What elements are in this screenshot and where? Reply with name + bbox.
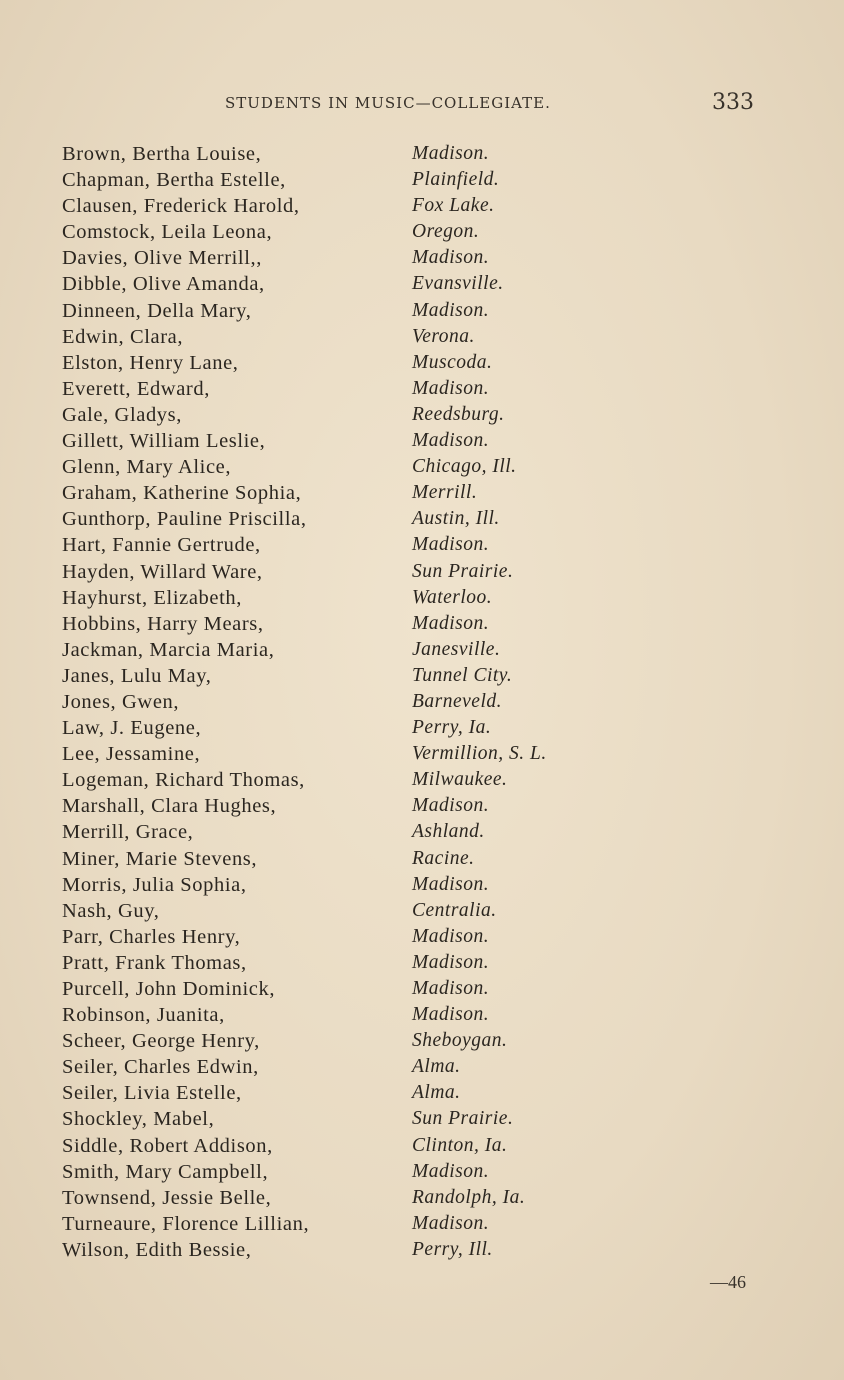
student-hometown: Barneveld. xyxy=(412,690,503,712)
student-name: Everett, Edward, xyxy=(62,377,210,400)
student-hometown: Alma. xyxy=(412,1056,461,1078)
student-name: Seiler, Livia Estelle, xyxy=(62,1082,242,1105)
student-hometown: Madison. xyxy=(412,612,490,634)
roster-row xyxy=(0,221,844,247)
student-name: Dibble, Olive Amanda, xyxy=(62,273,265,296)
roster-row xyxy=(0,926,844,952)
student-hometown: Janesville. xyxy=(412,638,501,660)
student-hometown: Madison. xyxy=(412,795,490,817)
student-hometown: Waterloo. xyxy=(412,586,493,608)
signature-mark: —46 xyxy=(710,1272,746,1292)
student-name: Gale, Gladys, xyxy=(62,403,182,426)
student-hometown: Evansville. xyxy=(412,273,504,295)
student-name: Morris, Julia Sophia, xyxy=(62,873,247,896)
student-name: Dinneen, Della Mary, xyxy=(62,299,252,322)
student-hometown: Madison. xyxy=(412,1004,490,1026)
roster-row xyxy=(0,1213,844,1239)
roster-row xyxy=(0,456,844,482)
student-hometown: Sun Prairie. xyxy=(412,560,514,582)
roster-row xyxy=(0,534,844,560)
student-hometown: Vermillion, S. L. xyxy=(412,743,547,765)
roster-row xyxy=(0,273,844,299)
student-hometown: Reedsburg. xyxy=(412,403,505,425)
student-hometown: Muscoda. xyxy=(412,351,493,373)
roster-row xyxy=(0,665,844,691)
roster-row xyxy=(0,247,844,273)
student-name: Jones, Gwen, xyxy=(62,690,180,713)
roster-row xyxy=(0,1135,844,1161)
student-name: Pratt, Frank Thomas, xyxy=(62,951,247,974)
student-hometown: Fox Lake. xyxy=(412,195,495,217)
roster-row xyxy=(0,1239,844,1265)
student-hometown: Randolph, Ia. xyxy=(412,1186,526,1208)
roster-row xyxy=(0,717,844,743)
student-name: Logeman, Richard Thomas, xyxy=(62,769,305,792)
student-hometown: Centralia. xyxy=(412,899,497,921)
student-name: Law, J. Eugene, xyxy=(62,717,202,740)
student-hometown: Madison. xyxy=(412,951,490,973)
running-head: STUDENTS IN MUSIC—COLLEGIATE. xyxy=(225,94,551,112)
student-hometown: Madison. xyxy=(412,1160,490,1182)
student-hometown: Ashland. xyxy=(412,821,485,843)
student-name: Comstock, Leila Leona, xyxy=(62,221,273,244)
roster-row xyxy=(0,1030,844,1056)
student-name: Lee, Jessamine, xyxy=(62,743,201,766)
roster-row xyxy=(0,848,844,874)
student-hometown: Oregon. xyxy=(412,221,480,243)
student-name: Hobbins, Harry Mears, xyxy=(62,612,264,635)
student-hometown: Alma. xyxy=(412,1082,461,1104)
student-hometown: Madison. xyxy=(412,377,490,399)
roster-row xyxy=(0,378,844,404)
roster-row xyxy=(0,769,844,795)
page-header xyxy=(0,90,844,120)
student-name: Elston, Henry Lane, xyxy=(62,351,239,374)
student-name: Chapman, Bertha Estelle, xyxy=(62,169,286,192)
roster-row xyxy=(0,508,844,534)
roster-row xyxy=(0,169,844,195)
student-hometown: Milwaukee. xyxy=(412,769,508,791)
roster-row xyxy=(0,978,844,1004)
page-number: 333 xyxy=(712,90,754,115)
roster-row xyxy=(0,1004,844,1030)
student-hometown: Madison. xyxy=(412,299,490,321)
student-name: Siddle, Robert Addison, xyxy=(62,1134,273,1157)
roster-row xyxy=(0,821,844,847)
student-hometown: Verona. xyxy=(412,325,475,347)
student-name: Smith, Mary Campbell, xyxy=(62,1160,269,1183)
student-name: Clausen, Frederick Harold, xyxy=(62,195,300,218)
student-name: Gillett, William Leslie, xyxy=(62,430,266,453)
student-name: Seiler, Charles Edwin, xyxy=(62,1056,259,1079)
student-name: Parr, Charles Henry, xyxy=(62,925,241,948)
student-hometown: Perry, Ia. xyxy=(412,717,492,739)
roster-row xyxy=(0,1161,844,1187)
student-name: Purcell, John Dominick, xyxy=(62,978,276,1000)
student-name: Gunthorp, Pauline Priscilla, xyxy=(62,508,307,531)
roster-row xyxy=(0,482,844,508)
roster-row xyxy=(0,795,844,821)
roster-row xyxy=(0,404,844,430)
student-name: Edwin, Clara, xyxy=(62,325,184,348)
student-hometown: Madison. xyxy=(412,534,490,556)
roster-row xyxy=(0,143,844,169)
student-name: Shockley, Mabel, xyxy=(62,1108,215,1131)
roster-row xyxy=(0,430,844,456)
roster-row xyxy=(0,639,844,665)
roster-row xyxy=(0,743,844,769)
roster-row xyxy=(0,1187,844,1213)
roster-row xyxy=(0,587,844,613)
student-name: Hayden, Willard Ware, xyxy=(62,560,263,583)
student-name: Davies, Olive Merrill,, xyxy=(62,247,262,270)
roster-row xyxy=(0,613,844,639)
roster-row xyxy=(0,300,844,326)
student-hometown: Plainfield. xyxy=(412,169,500,191)
roster-row xyxy=(0,195,844,221)
roster-row xyxy=(0,326,844,352)
student-hometown: Chicago, Ill. xyxy=(412,456,517,478)
roster-row xyxy=(0,561,844,587)
student-hometown: Madison. xyxy=(412,247,490,269)
student-name: Marshall, Clara Hughes, xyxy=(62,795,277,818)
student-hometown: Clinton, Ia. xyxy=(412,1134,508,1156)
student-hometown: Madison. xyxy=(412,1212,490,1234)
student-hometown: Sheboygan. xyxy=(412,1030,508,1052)
student-name: Turneaure, Florence Lillian, xyxy=(62,1212,310,1235)
student-name: Janes, Lulu May, xyxy=(62,664,212,687)
student-hometown: Madison. xyxy=(412,978,490,999)
student-roster xyxy=(0,143,844,1265)
student-hometown: Merrill. xyxy=(412,482,478,504)
student-hometown: Madison. xyxy=(412,143,490,164)
roster-row xyxy=(0,1056,844,1082)
student-hometown: Tunnel City. xyxy=(412,664,513,686)
student-name: Brown, Bertha Louise, xyxy=(62,143,262,165)
student-name: Miner, Marie Stevens, xyxy=(62,847,258,870)
student-name: Townsend, Jessie Belle, xyxy=(62,1186,272,1209)
student-hometown: Austin, Ill. xyxy=(412,508,500,530)
roster-row xyxy=(0,1082,844,1108)
student-hometown: Racine. xyxy=(412,847,475,869)
student-name: Hayhurst, Elizabeth, xyxy=(62,586,242,609)
student-name: Jackman, Marcia Maria, xyxy=(62,638,275,661)
roster-row xyxy=(0,900,844,926)
student-name: Merrill, Grace, xyxy=(62,821,194,844)
roster-row xyxy=(0,691,844,717)
student-hometown: Madison. xyxy=(412,430,490,452)
student-hometown: Madison. xyxy=(412,925,490,947)
student-name: Nash, Guy, xyxy=(62,899,160,922)
student-hometown: Sun Prairie. xyxy=(412,1108,514,1130)
student-hometown: Madison. xyxy=(412,873,490,895)
student-name: Wilson, Edith Bessie, xyxy=(62,1238,252,1261)
student-name: Hart, Fannie Gertrude, xyxy=(62,534,261,557)
student-name: Scheer, George Henry, xyxy=(62,1030,260,1053)
student-hometown: Perry, Ill. xyxy=(412,1238,493,1260)
student-name: Robinson, Juanita, xyxy=(62,1004,225,1027)
student-name: Graham, Katherine Sophia, xyxy=(62,482,302,505)
student-name: Glenn, Mary Alice, xyxy=(62,456,232,479)
roster-row xyxy=(0,1108,844,1134)
roster-row xyxy=(0,952,844,978)
roster-row xyxy=(0,874,844,900)
roster-row xyxy=(0,352,844,378)
